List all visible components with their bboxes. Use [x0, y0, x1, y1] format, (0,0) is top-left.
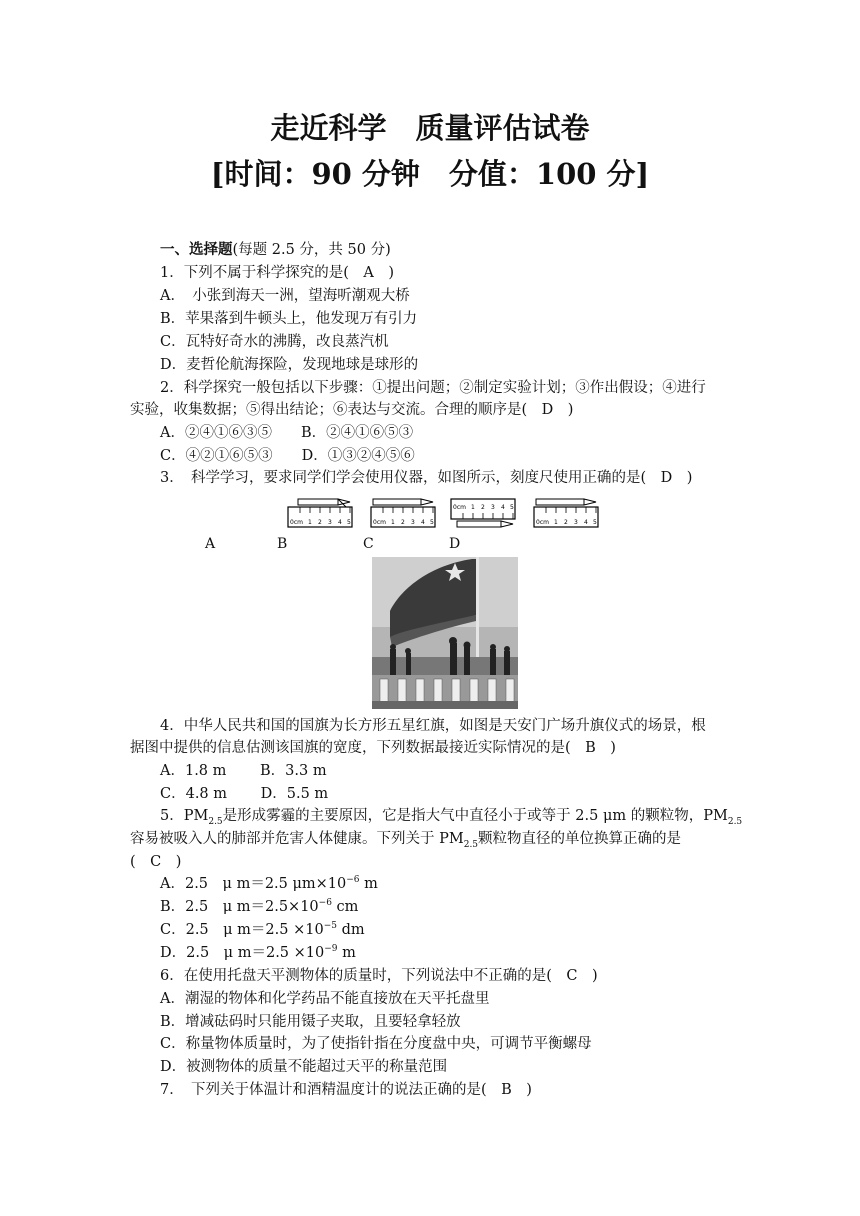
q5-option-c: C．2.5 μ $m=2.5 \times 10^{-5}$ dm [160, 921, 365, 938]
ruler-unit: 0cm [536, 519, 549, 526]
q1-option-c: C．瓦特好奇水的沸腾，改良蒸汽机 [160, 334, 389, 350]
q2-options-ab: A．②④①⑥③⑤ B．②④①⑥⑤③ [160, 425, 414, 441]
ruler-tick: 5 [510, 504, 514, 511]
ruler-tick: 5 [347, 519, 351, 526]
ruler-tick: 4 [338, 519, 342, 526]
ruler-figure-b [369, 497, 439, 531]
ruler-figure-d [532, 497, 602, 531]
ruler-tick: 3 [328, 519, 332, 526]
q5-stem-line1: 5．$PM_{2.5}$是形成雾霾的主要原因，它是指大气中直径小于或等于 2.5 μm 的颗粒物，$PM_{2.5}$ [160, 808, 743, 827]
ruler-figure-c [449, 497, 519, 531]
ruler-tick: 3 [574, 519, 578, 526]
ruler-unit: 0cm [453, 504, 466, 511]
figure-label-d: D [449, 536, 461, 552]
q5-stem-line2: 容易被吸入人的肺部并危害人体健康。下列关于 $PM_{2.5}$颗粒物直径的单位换算正确的是 [130, 831, 682, 850]
ruler-tick: 4 [421, 519, 425, 526]
q1-option-b: B．苹果落到牛顿头上，他发现万有引力 [160, 311, 418, 327]
q5-answer: ( C ) [130, 854, 182, 870]
q7-stem: 7． 下列关于体温计和酒精温度计的说法正确的是( B ) [160, 1082, 532, 1098]
q2-options-cd: C．④②①⑥⑤③ D．①③②④⑤⑥ [160, 448, 415, 464]
ruler-tick: 2 [318, 519, 322, 526]
ruler-tick: 5 [430, 519, 434, 526]
ruler-tick: 1 [471, 504, 475, 511]
flag-raising-photo [372, 557, 518, 709]
q6-option-b: B．增减砝码时只能用镊子夹取，且要轻拿轻放 [160, 1014, 461, 1030]
ruler-unit: 0cm [373, 519, 386, 526]
section-note: (每题 2.5 分，共 50 分) [232, 242, 391, 258]
ruler-tick: 2 [401, 519, 405, 526]
q6-stem: 6．在使用托盘天平测物体的质量时，下列说法中不正确的是( C ) [160, 968, 598, 984]
section-heading [160, 240, 391, 260]
q4-options-cd: C．4.8 m D．5.5 m [160, 786, 329, 802]
q1-option-d: D．麦哲伦航海探险，发现地球是球形的 [160, 357, 419, 373]
ruler-tick: 5 [593, 519, 597, 526]
page-subtitle: [时间：90 分钟 分值：100 分] [210, 157, 650, 191]
figure-label-c: C [363, 536, 374, 552]
q6-option-d: D．被测物体的质量不能超过天平的称量范围 [160, 1059, 448, 1075]
q2-stem-line1: 2．科学探究一般包括以下步骤：①提出问题；②制定实验计划；③作出假设；④进行 [160, 380, 706, 396]
ruler-tick: 4 [584, 519, 588, 526]
q1-option-a: A． 小张到海天一洲，望海听潮观大桥 [160, 288, 410, 304]
q5-option-a: A．2.5 μ m＝2.5 $\mu m\times 10^{-6}$ m [160, 875, 378, 892]
q4-options-ab: A．1.8 m B．3.3 m [160, 763, 327, 779]
ruler-tick: 1 [391, 519, 395, 526]
ruler-tick: 1 [554, 519, 558, 526]
q2-stem-line2: 实验，收集数据；⑤得出结论；⑥表达与交流。合理的顺序是( D ) [130, 402, 574, 418]
ruler-tick: 2 [564, 519, 568, 526]
section-label: 一、选择题 [160, 241, 233, 258]
q5-option-b: B．2.5 μ $m=2.5\times 10^{-6}$ cm [160, 898, 359, 915]
ruler-tick: 1 [308, 519, 312, 526]
ruler-unit: 0cm [290, 519, 303, 526]
ruler-tick: 3 [411, 519, 415, 526]
q4-stem-line1: 4．中华人民共和国的国旗为长方形五星红旗，如图是天安门广场升旗仪式的场景，根 [160, 718, 706, 734]
figure-label-b: B [277, 536, 288, 552]
q3-stem: 3． 科学学习，要求同学们学会使用仪器，如图所示，刻度尺使用正确的是( D ) [160, 470, 693, 486]
q5-option-d: D．2.5 μ $m=2.5 \times 10^{-9}$ m [160, 944, 356, 961]
q6-option-c: C．称量物体质量时，为了使指针指在分度盘中央，可调节平衡螺母 [160, 1036, 592, 1052]
ruler-tick: 3 [491, 504, 495, 511]
q1-stem: 1．下列不属于科学探究的是( A ) [160, 265, 395, 281]
q6-option-a: A．潮湿的物体和化学药品不能直接放在天平托盘里 [160, 991, 490, 1007]
ruler-figure-a [286, 497, 356, 531]
page-title: 走近科学 质量评估试卷 [270, 111, 590, 145]
q4-stem-line2: 据图中提供的信息估测该国旗的宽度，下列数据最接近实际情况的是( B ) [130, 740, 616, 756]
figure-label-a: A [205, 536, 216, 552]
ruler-tick: 2 [481, 504, 485, 511]
ruler-tick: 4 [501, 504, 505, 511]
